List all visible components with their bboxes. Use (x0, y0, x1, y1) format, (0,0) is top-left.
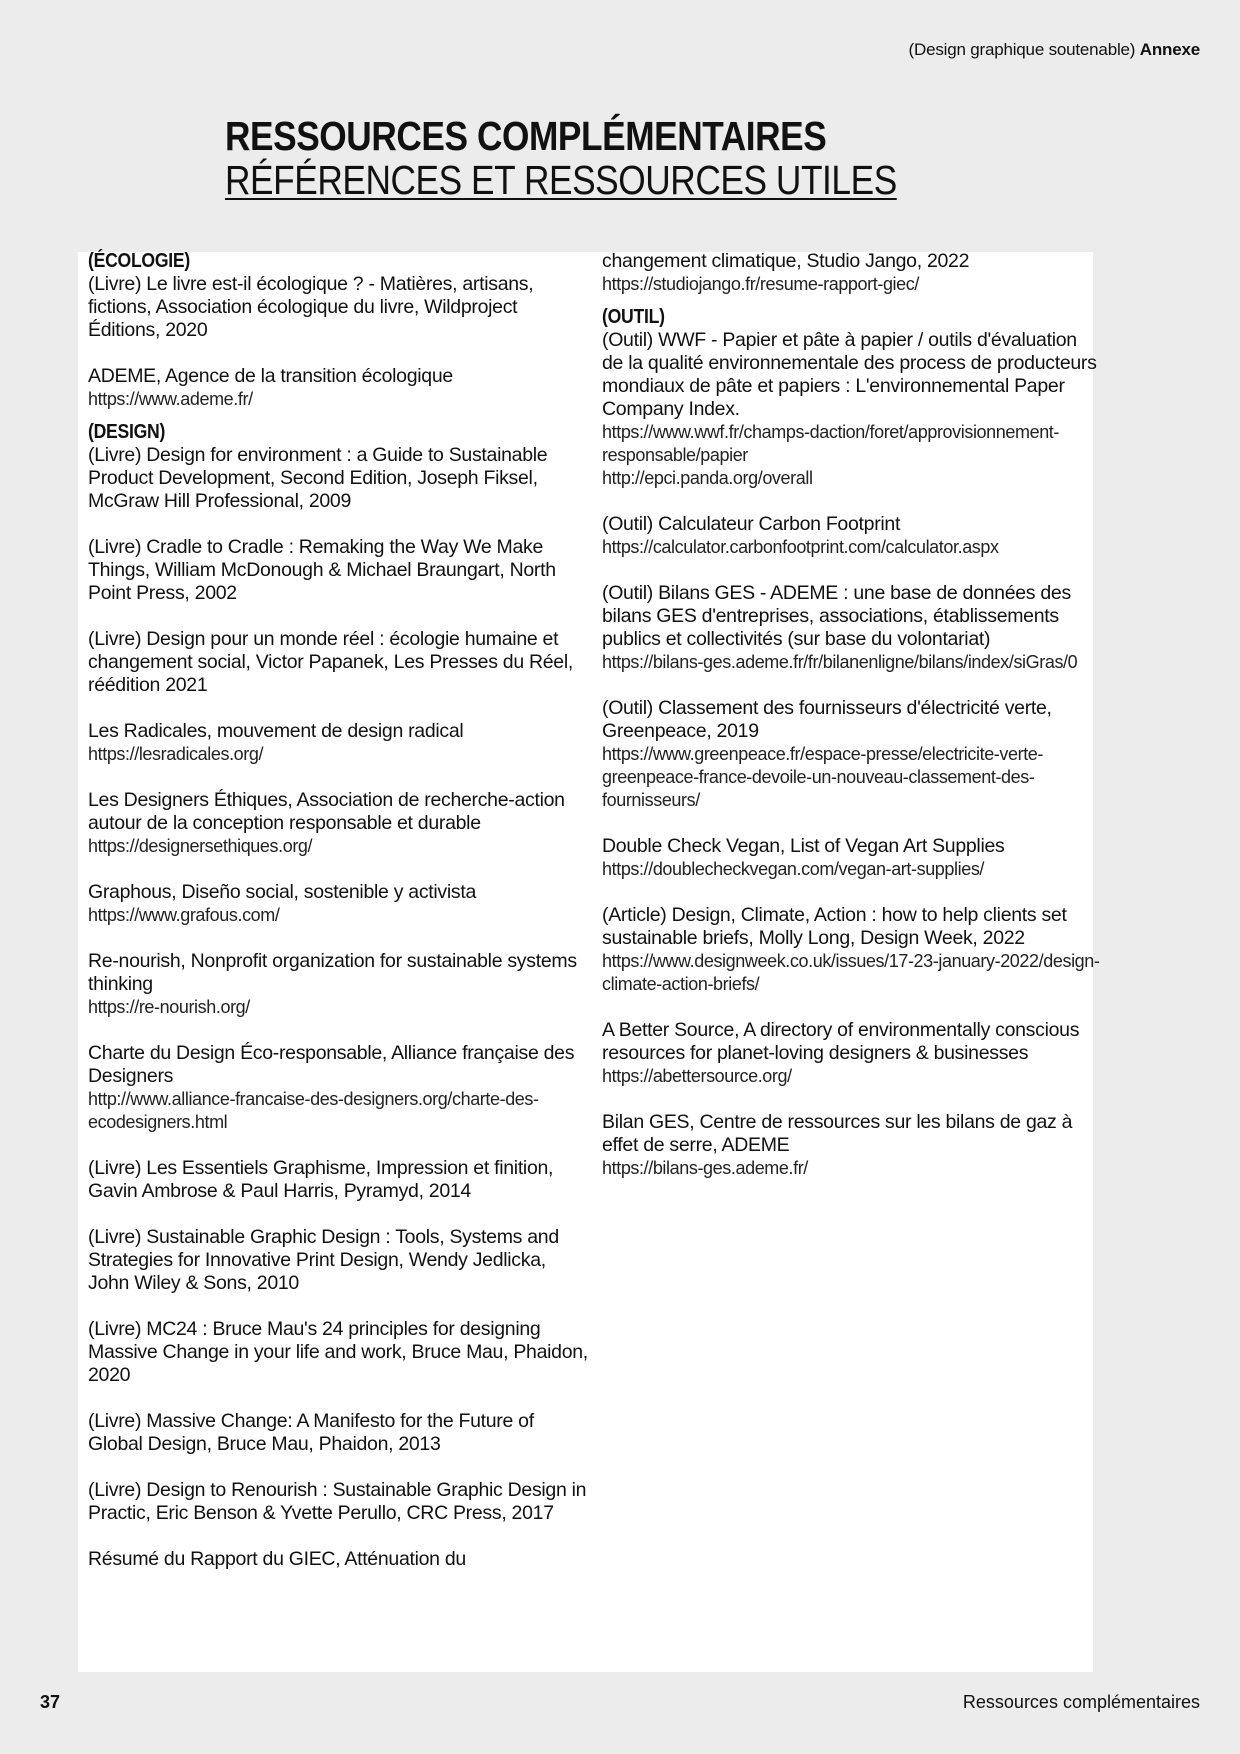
entry-link[interactable]: https://designersethiques.org/ (88, 836, 313, 856)
list-item (88, 950, 588, 1019)
entry-text: Bilan GES, Centre de ressources sur les bilans de gaz à effet de serre, ADEME (602, 1111, 1073, 1156)
entry-text: Charte du Design Éco-responsable, Alliance française des Designers (88, 1042, 575, 1087)
entry-link[interactable]: https://www.designweek.co.uk/issues/17-23-january-2022/design-climate-action-briefs/ (602, 951, 1100, 994)
entry-link[interactable]: https://re-nourish.org/ (88, 997, 250, 1017)
entry-link[interactable]: http://www.alliance-francaise-des-designers.org/charte-des-ecodesigners.html (88, 1089, 539, 1132)
entry-link[interactable]: https://www.grafous.com/ (88, 905, 280, 925)
running-header (909, 40, 1200, 60)
running-header-section: (Design graphique soutenable) (908, 40, 1136, 59)
list-item: (Livre) Sustainable Graphic Design : Tools, Systems and Strategies for Innovative Print Design, Wendy Jedlicka, John Wiley & Sons, 2010 (88, 1226, 559, 1294)
list-item (88, 789, 588, 858)
entry-text: (Article) Design, Climate, Action : how to help clients set sustainable briefs, Molly Long, Design Week, 2022 (602, 904, 1067, 949)
entry-link[interactable]: https://www.ademe.fr/ (88, 389, 253, 409)
entry-text: Les Radicales, mouvement de design radical (88, 720, 464, 742)
list-item: (Livre) Design to Renourish : Sustainable Graphic Design in Practic, Eric Benson & Yvette Perullo, CRC Press, 2017 (88, 1479, 587, 1524)
list-item (602, 250, 1102, 296)
entry-link[interactable]: https://www.wwf.fr/champs-daction/foret/approvisionnement-responsable/papier (602, 422, 1059, 465)
page-titles (225, 114, 1006, 202)
page-subtitle: RÉFÉRENCES ET RESSOURCES UTILES (225, 157, 897, 203)
list-item (602, 1019, 1102, 1088)
list-item (88, 365, 588, 411)
entry-text: (Outil) WWF - Papier et pâte à papier / outils d'évaluation de la qualité environnementale des process de producteurs mondiaux de pâte et papiers : L'environnemental Paper Company Index. (602, 329, 1097, 420)
entry-link[interactable]: https://lesradicales.org/ (88, 744, 264, 764)
entry-text: (Outil) Bilans GES - ADEME : une base de données des bilans GES d'entreprises, associations, établissements publics et collectivités (sur base du volontariat) (602, 582, 1071, 650)
list-item (602, 582, 1102, 674)
entry-link[interactable]: https://doublecheckvegan.com/vegan-art-supplies/ (602, 859, 985, 879)
right-column (602, 250, 1102, 1203)
entry-link[interactable]: https://bilans-ges.ademe.fr/fr/bilanenligne/bilans/index/siGras/0 (602, 652, 1078, 672)
entry-link[interactable]: https://www.greenpeace.fr/espace-presse/electricite-verte-greenpeace-france-devoile-un-nouveau-classement-des-fournisseurs/ (602, 744, 1044, 810)
entry-text: Les Designers Éthiques, Association de recherche-action autour de la conception responsable et durable (88, 789, 565, 834)
page-number: 37 (40, 1692, 61, 1712)
entry-text: (Outil) Calculateur Carbon Footprint (602, 513, 901, 535)
list-item (602, 697, 1102, 812)
list-item (88, 881, 588, 927)
list-item: (Livre) Massive Change: A Manifesto for the Future of Global Design, Bruce Mau, Phaidon, 2013 (88, 1410, 534, 1455)
list-item: Résumé du Rapport du GIEC, Atténuation du (88, 1548, 466, 1570)
entry-link[interactable]: https://studiojango.fr/resume-rapport-giec/ (602, 274, 919, 294)
list-item: (Livre) Design pour un monde réel : écologie humaine et changement social, Victor Papanek, Les Presses du Réel, réédition 2021 (88, 628, 574, 696)
list-item (88, 1042, 588, 1134)
list-item (602, 329, 1102, 490)
entry-link[interactable]: https://bilans-ges.ademe.fr/ (602, 1158, 808, 1178)
list-item: (Livre) MC24 : Bruce Mau's 24 principles for designing Massive Change in your life and work, Bruce Mau, Phaidon, 2020 (88, 1318, 588, 1386)
entry-text: Graphous, Diseño social, sostenible y activista (88, 881, 477, 903)
heading-design: (DESIGN) (88, 421, 166, 443)
entry-link[interactable]: https://calculator.carbonfootprint.com/calculator.aspx (602, 537, 999, 557)
entry-link[interactable]: http://epci.panda.org/overall (602, 468, 813, 488)
heading-outil: (OUTIL) (602, 306, 665, 328)
heading-ecologie: (ÉCOLOGIE) (88, 250, 190, 272)
entry-text: Double Check Vegan, List of Vegan Art Supplies (602, 835, 1005, 857)
entry-text: (Outil) Classement des fournisseurs d'électricité verte, Greenpeace, 2019 (602, 697, 1052, 742)
entry-text: changement climatique, Studio Jango, 2022 (602, 250, 970, 272)
list-item: (Livre) Les Essentiels Graphisme, Impression et finition, Gavin Ambrose & Paul Harris, Pyramyd, 2014 (88, 1157, 554, 1202)
list-item (602, 513, 1102, 559)
entry-text: A Better Source, A directory of environmentally conscious resources for planet-loving designers & businesses (602, 1019, 1080, 1064)
entry-text: ADEME, Agence de la transition écologique (88, 365, 453, 387)
list-item (602, 1111, 1102, 1180)
page-title: RESSOURCES COMPLÉMENTAIRES (225, 113, 827, 159)
running-header-bold: Annexe (1139, 40, 1200, 59)
list-item (88, 720, 588, 766)
list-item: (Livre) Cradle to Cradle : Remaking the Way We Make Things, William McDonough & Michael Braungart, North Point Press, 2002 (88, 536, 556, 604)
list-item (602, 835, 1102, 881)
list-item (602, 904, 1102, 996)
footer-section: Ressources complémentaires (962, 1692, 1200, 1712)
list-item: (Livre) Le livre est-il écologique ? - Matières, artisans, fictions, Association écologique du livre, Wildproject Éditions, 2020 (88, 273, 534, 341)
left-column (88, 250, 588, 1594)
list-item: (Livre) Design for environment : a Guide to Sustainable Product Development, Second Edition, Joseph Fiksel, McGraw Hill Professional, 2009 (88, 444, 548, 512)
entry-text: Re-nourish, Nonprofit organization for sustainable systems thinking (88, 950, 577, 995)
entry-link[interactable]: https://abettersource.org/ (602, 1066, 792, 1086)
